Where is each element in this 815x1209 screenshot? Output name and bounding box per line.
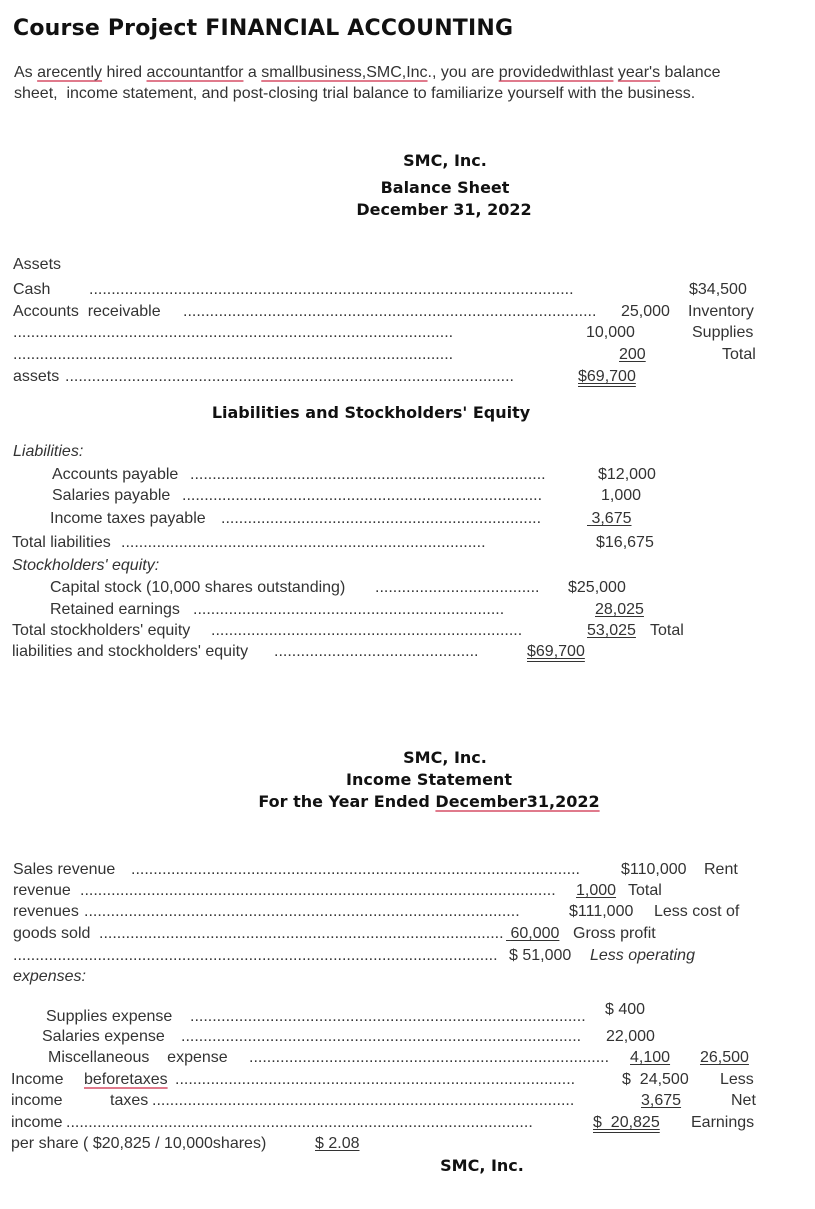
cs-label: Capital stock (10,000 shares outstanding) (50, 579, 346, 596)
le-heading: Liabilities and Stockholders' Equity (211, 403, 531, 422)
tax-value: 3,675 (641, 1092, 682, 1109)
leader-dots: ................................................................................. (249, 1049, 609, 1066)
spell-flag-word: providedwithlast (498, 64, 614, 81)
tle-value: $69,700 (527, 643, 585, 660)
bs-title: Balance Sheet (380, 178, 510, 197)
leader-dots: ........................................................................................... (99, 925, 504, 942)
rent-value: 1,000 (576, 882, 617, 899)
ap-label: Accounts payable (52, 466, 179, 483)
misc-label: Miscellaneous expense (48, 1049, 228, 1066)
total-word: Total (650, 622, 684, 639)
leader-dots: .......................................................................................... (181, 1028, 582, 1045)
eps-value: $ 2.08 (315, 1135, 360, 1152)
assets-heading: Assets (13, 256, 62, 273)
leader-dots: ................................................................................ (190, 466, 546, 483)
intro-line-2: sheet, income statement, and post-closing trial balance to familiarize yourself with the business. (14, 85, 696, 102)
total-word: Total (628, 882, 662, 899)
supplies-exp-label: Supplies expense (46, 1008, 173, 1025)
leader-dots: ...................................................................... (193, 601, 505, 618)
supplies-value: 200 (619, 346, 646, 363)
ni-label: income (11, 1114, 63, 1131)
salaries-exp-value: 22,000 (606, 1028, 655, 1045)
sales-value: $110,000 (621, 861, 687, 878)
earnings-word: Earnings (691, 1114, 755, 1131)
spell-flag-word: arecently (37, 64, 103, 81)
leader-dots: .................................................................................................. (84, 903, 520, 920)
rent-word: Rent (704, 861, 738, 878)
total-opex-value: 26,500 (700, 1049, 749, 1066)
sales-label: Sales revenue (13, 861, 116, 878)
leader-dots: ..................................... (375, 579, 540, 596)
bs-date: December 31, 2022 (356, 200, 532, 219)
leader-dots: ......................................................................................... (190, 1008, 586, 1025)
salaries-exp-label: Salaries expense (42, 1028, 165, 1045)
tle-label: liabilities and stockholders' equity (12, 643, 249, 660)
is-title: Income Statement (346, 770, 512, 789)
ap-value: $12,000 (598, 466, 656, 483)
expenses-heading: expenses: (13, 968, 86, 985)
goods-sold-label: goods sold (13, 925, 91, 942)
tse-value: 53,025 (587, 622, 636, 639)
is-company: SMC, Inc. (403, 748, 487, 767)
spell-flag-word: accountantfor (146, 64, 244, 81)
leader-dots: ............................................................................................................. (13, 947, 498, 964)
leader-dots: ..................................................................................................... (131, 861, 580, 878)
document-title: Course Project FINANCIAL ACCOUNTING (13, 16, 514, 41)
assets-word: assets (13, 368, 60, 385)
tl-label: Total liabilities (12, 534, 111, 551)
bs-company: SMC, Inc. (403, 151, 487, 170)
less-operating: Less operating (590, 947, 695, 964)
revenues-value: $111,000 (569, 903, 634, 920)
cogs-value: 60,000 (510, 925, 560, 942)
spell-flag-word: year's (617, 64, 661, 81)
cash-label: Cash (13, 281, 51, 298)
ar-label: Accounts receivable (13, 303, 161, 320)
sp-label: Salaries payable (52, 487, 171, 504)
sp-value: 1,000 (601, 487, 642, 504)
spell-flag-word: beforetaxes (84, 1071, 168, 1088)
leader-dots: ..................................................................................................... (65, 368, 514, 385)
leader-dots: .................................................................................. (121, 534, 486, 551)
leader-dots: ............................................................................................................. (89, 281, 574, 298)
eps-label: per share ( $20,825 / 10,000shares) (11, 1135, 267, 1152)
gross-profit-label: Gross profit (573, 925, 656, 942)
re-value: 28,025 (595, 601, 644, 618)
itp-value: 3,675 (591, 510, 632, 527)
leader-dots: ...................................................................... (211, 622, 523, 639)
ni-value: $ 20,825 (593, 1114, 660, 1131)
se-heading: Stockholders' equity: (12, 557, 160, 574)
spell-flag-word: December31,2022 (435, 792, 600, 811)
supplies-label: Supplies (692, 324, 754, 341)
tse-label: Total stockholders' equity (12, 622, 191, 639)
cash-value: $34,500 (689, 281, 747, 298)
inventory-label: Inventory (688, 303, 754, 320)
leader-dots: ........................................................................................................... (80, 882, 556, 899)
re-label: Retained earnings (50, 601, 180, 618)
taxes-word: taxes (110, 1092, 149, 1109)
supplies-exp-value: $ 400 (605, 1001, 646, 1018)
leader-dots: .......................................................................................... (175, 1071, 576, 1088)
leader-dots: ......................................................................................................... (66, 1114, 533, 1131)
revenues-label: revenues (13, 903, 79, 920)
leader-dots: ................................................................................. (182, 487, 543, 504)
ibt-value: $ 24,500 (622, 1071, 689, 1088)
ibt-label: Income (11, 1071, 64, 1088)
itp-label: Income taxes payable (50, 510, 206, 527)
leader-dots: ........................................................................ (221, 510, 542, 527)
leader-dots: ................................................................................................... (13, 324, 454, 341)
tl-value: $16,675 (596, 534, 654, 551)
ar-value: 25,000 (621, 303, 670, 320)
less-cost-of: Less cost of (654, 903, 740, 920)
liabilities-heading: Liabilities: (13, 443, 84, 460)
total-assets-value: $69,700 (578, 368, 636, 385)
rent-label: revenue (13, 882, 71, 899)
is-period: For the Year Ended December31,2022 (258, 792, 600, 811)
gross-profit-value: $ 51,000 (509, 947, 572, 964)
leader-dots: ............................................................................................. (183, 303, 597, 320)
tax-label: income (11, 1092, 63, 1109)
footer-company: SMC, Inc. (440, 1156, 524, 1175)
spell-flag-word: smallbusiness,SMC,Inc (261, 64, 428, 81)
inventory-value: 10,000 (586, 324, 635, 341)
intro-line-1: As arecently hired accountantfor a smallbusiness,SMC,Inc., you are providedwithlast year's balance (14, 64, 721, 81)
leader-dots: ............................................................................................... (152, 1092, 575, 1109)
cs-value: $25,000 (568, 579, 626, 596)
net-word: Net (731, 1092, 756, 1109)
leader-dots: ................................................................................................... (13, 346, 454, 363)
less-word: Less (720, 1071, 754, 1088)
misc-value: 4,100 (630, 1049, 671, 1066)
total-word: Total (722, 346, 756, 363)
leader-dots: .............................................. (274, 643, 479, 660)
